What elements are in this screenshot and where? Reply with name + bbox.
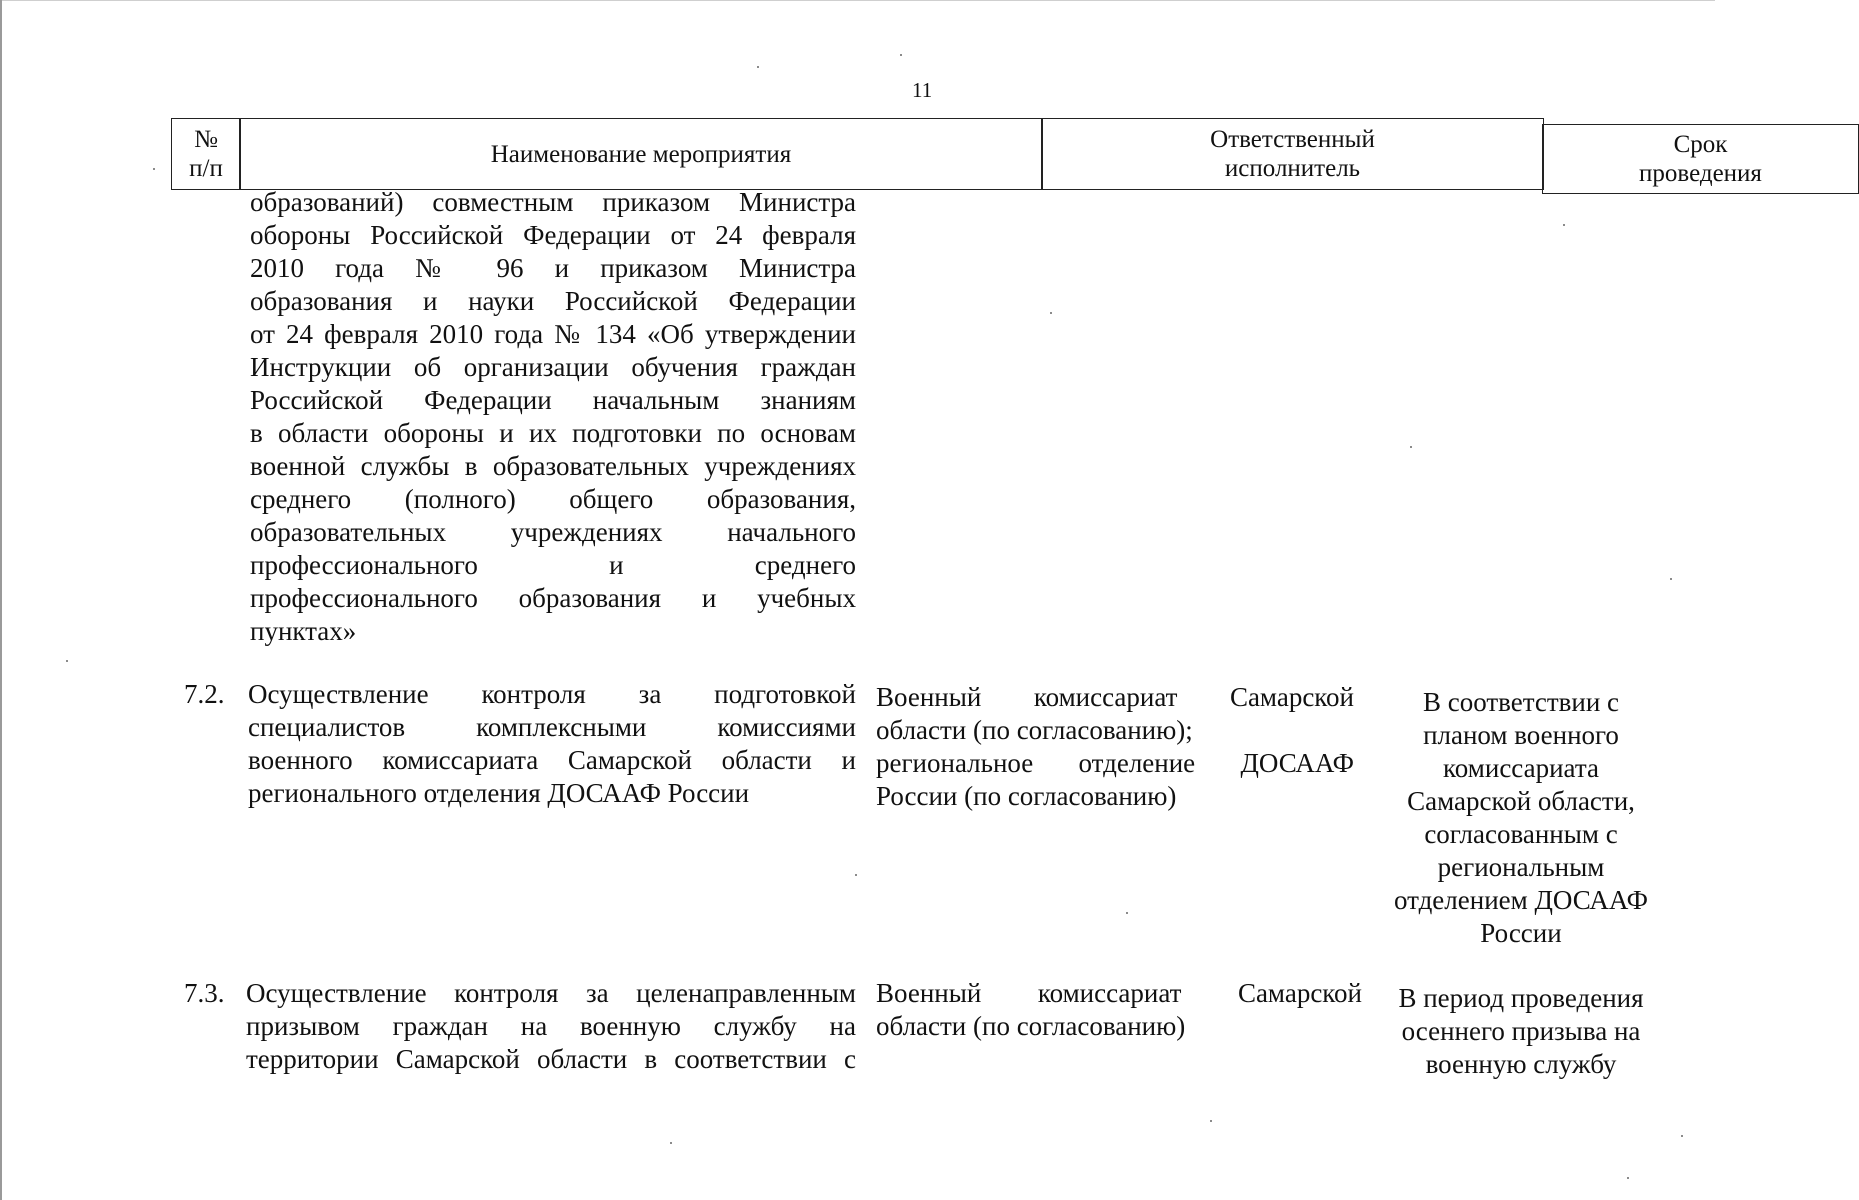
text-line: территории Самарской области в соответствии с bbox=[246, 1044, 856, 1074]
text-line: регионального отделения ДОСААФ России bbox=[248, 778, 750, 808]
text-line: от 24 февраля 2010 года № 134 «Об утверждении bbox=[250, 319, 856, 349]
text-line: военного комиссариата Самарской области и bbox=[248, 745, 856, 775]
text-line: пунктах» bbox=[250, 616, 357, 646]
header-cell-date bbox=[1542, 124, 1859, 194]
header-label: п/п bbox=[189, 155, 223, 182]
row-number: 7.2. bbox=[184, 679, 225, 709]
table-header bbox=[171, 118, 1762, 192]
text-line: России bbox=[1480, 918, 1562, 948]
row-date bbox=[1366, 982, 1676, 1081]
scan-speck bbox=[1563, 224, 1565, 226]
text-line: Осуществление контроля за подготовкой bbox=[248, 679, 856, 709]
text-line: В соответствии с bbox=[1422, 687, 1620, 717]
scan-edge bbox=[0, 0, 2, 1200]
text-line: В период проведения bbox=[1398, 983, 1644, 1013]
row-number: 7.3. bbox=[184, 978, 225, 1008]
scan-speck bbox=[855, 874, 857, 876]
row-name bbox=[246, 977, 856, 1076]
header-label: № bbox=[194, 126, 218, 153]
page-number: 11 bbox=[912, 78, 933, 102]
scan-speck bbox=[1210, 1120, 1212, 1122]
text-line: области (по согласованию); bbox=[876, 715, 1193, 745]
text-line: образования и науки Российской Федерации bbox=[250, 286, 856, 316]
text-line: профессионального и среднего bbox=[250, 550, 856, 580]
header-label: Наименование мероприятия bbox=[490, 140, 792, 168]
header-label: проведения bbox=[1639, 160, 1762, 187]
scan-speck bbox=[900, 54, 902, 56]
row-date bbox=[1368, 686, 1674, 950]
header-cell-name bbox=[239, 118, 1043, 190]
row-name bbox=[248, 678, 856, 810]
text-line: осеннего призыва на bbox=[1401, 1016, 1641, 1046]
text-line: области (по согласованию) bbox=[876, 1011, 1186, 1041]
scan-edge bbox=[0, 0, 1715, 1]
text-line: образований) совместным приказом Министра bbox=[250, 187, 856, 217]
row-executor bbox=[876, 977, 1362, 1043]
continuation-text bbox=[250, 186, 856, 648]
scan-speck bbox=[1050, 312, 1052, 314]
text-line: Осуществление контроля за целенаправленным bbox=[246, 978, 856, 1008]
text-line: призывом граждан на военную службу на bbox=[246, 1011, 856, 1041]
text-line: Самарской области, bbox=[1407, 786, 1635, 816]
header-label: Срок bbox=[1673, 131, 1728, 158]
row-executor bbox=[876, 681, 1354, 813]
text-line: 2010 года № 96 и приказом Министра bbox=[250, 253, 856, 283]
scan-speck bbox=[66, 660, 68, 662]
text-line: военную службу bbox=[1425, 1049, 1617, 1079]
text-line: специалистов комплексными комиссиями bbox=[248, 712, 856, 742]
scan-speck bbox=[757, 66, 759, 68]
scan-speck bbox=[1681, 1135, 1683, 1137]
text-line: отделением ДОСААФ bbox=[1393, 885, 1649, 915]
text-line: согласованным с bbox=[1424, 819, 1618, 849]
text-line: образовательных учреждениях начального bbox=[250, 517, 856, 547]
scan-speck bbox=[1627, 1177, 1629, 1179]
header-label: Ответственный bbox=[1210, 126, 1375, 153]
text-line: Инструкции об организации обучения граждан bbox=[250, 352, 856, 382]
scan-speck bbox=[153, 168, 155, 170]
text-line: планом военного bbox=[1423, 720, 1619, 750]
scan-speck bbox=[670, 1142, 672, 1144]
scan-speck bbox=[1410, 446, 1412, 448]
scan-speck bbox=[1670, 578, 1672, 580]
text-line: профессионального образования и учебных bbox=[250, 583, 856, 613]
header-cell-executor bbox=[1041, 118, 1544, 190]
text-line: региональным bbox=[1437, 852, 1605, 882]
text-line: региональное отделение ДОСААФ bbox=[876, 748, 1354, 778]
text-line: России (по согласованию) bbox=[876, 781, 1177, 811]
text-line: Военный комиссариат Самарской bbox=[876, 682, 1354, 712]
text-line: Военный комиссариат Самарской bbox=[876, 978, 1362, 1008]
text-line: Российской Федерации начальным знаниям bbox=[250, 385, 856, 415]
text-line: среднего (полного) общего образования, bbox=[250, 484, 856, 514]
text-line: обороны Российской Федерации от 24 февраля bbox=[250, 220, 856, 250]
text-line: комиссариата bbox=[1443, 753, 1599, 783]
header-cell-number bbox=[171, 118, 241, 190]
header-label: исполнитель bbox=[1224, 155, 1361, 182]
text-line: военной службы в образовательных учреждениях bbox=[250, 451, 856, 481]
text-line: в области обороны и их подготовки по основам bbox=[250, 418, 856, 448]
scan-speck bbox=[1126, 912, 1128, 914]
